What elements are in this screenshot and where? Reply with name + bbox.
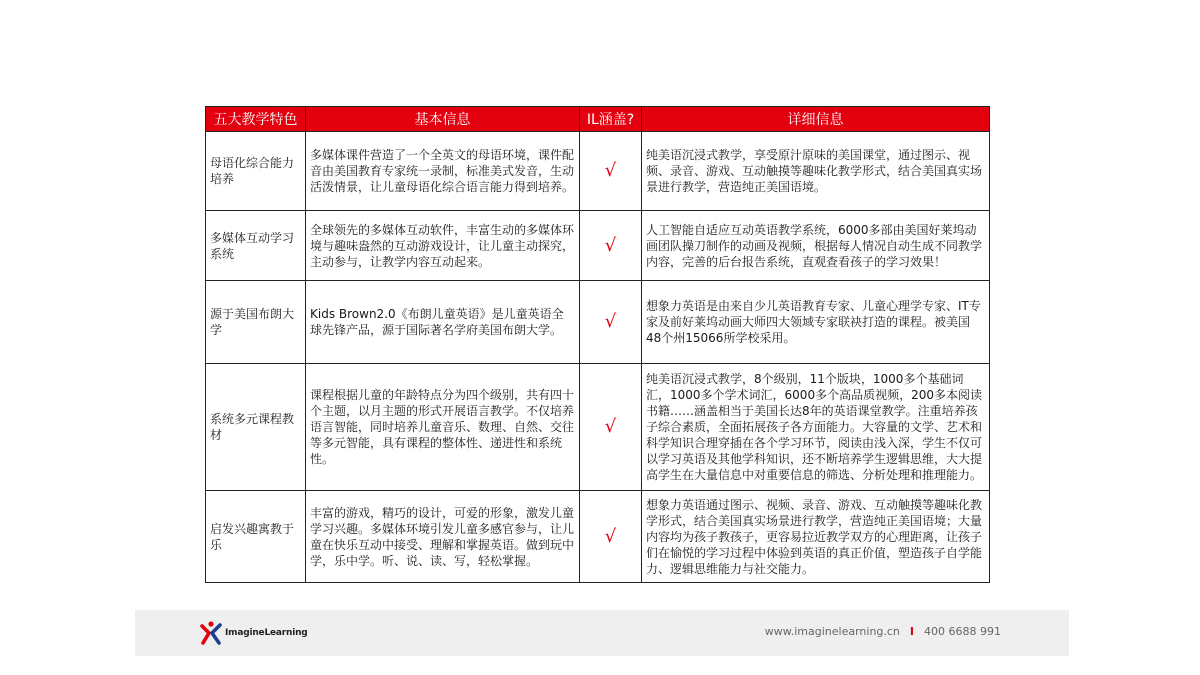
header-detail-info: 详细信息 [642, 107, 990, 132]
feature-table [205, 106, 990, 583]
check-mark: √ [580, 281, 642, 364]
feature-table-container [205, 106, 989, 583]
check-mark: √ [580, 364, 642, 491]
feature-cell: 系统多元课程教材 [206, 364, 306, 491]
separator: I [909, 625, 915, 638]
basic-info-cell: 多媒体课件营造了一个全英文的母语环境，课件配音由美国教育专家统一录制，标准美式发音，生动活泼情景，让儿童母语化综合语言能力得到培养。 [306, 132, 580, 211]
basic-info-cell: 全球领先的多媒体互动软件，丰富生动的多媒体环境与趣味盎然的互动游戏设计，让儿童主动探究，主动参与，让教学内容互动起来。 [306, 211, 580, 281]
footer-bar [135, 610, 1069, 656]
table-row [206, 281, 990, 364]
table-header-row [206, 107, 990, 132]
check-mark: √ [580, 211, 642, 281]
basic-info-cell: 丰富的游戏，精巧的设计，可爱的形象，激发儿童学习兴趣。多媒体环境引发儿童多感官参与，让儿童在快乐互动中接受、理解和掌握英语。做到玩中学，乐中学。听、说、读、写，轻松掌握。 [306, 491, 580, 583]
table-row [206, 211, 990, 281]
feature-cell: 源于美国布朗大学 [206, 281, 306, 364]
feature-cell: 启发兴趣寓教于乐 [206, 491, 306, 583]
check-mark: √ [580, 132, 642, 211]
imagine-learning-logo-icon [199, 620, 223, 646]
header-il-covered: IL涵盖? [580, 107, 642, 132]
phone-number: 400 6688 991 [924, 625, 1001, 638]
brand-logo [199, 620, 308, 646]
table-row [206, 132, 990, 211]
header-feature: 五大教学特色 [206, 107, 306, 132]
website-link[interactable]: www.imaginelearning.cn [764, 625, 900, 638]
detail-info-cell: 纯美语沉浸式教学，8个级别，11个版块，1000多个基础词汇，1000多个学术词汇，6000多个高品质视频，200多本阅读书籍……涵盖相当于美国长达8年的英语课堂教学。注重培养孩子综合素质，全面拓展孩子各方面能力。大容量的文学、艺术和科学知识合理穿插在各个学习环节，阅读由浅入深，学生不仅可以学习英语及其他学科知识，还不断培养学生逻辑思维，大大提高学生在大量信息中对重要信息的筛选、分析处理和推理能力。 [642, 364, 990, 491]
detail-info-cell: 想象力英语通过图示、视频、录音、游戏、互动触摸等趣味化教学形式，结合美国真实场景进行教学，营造纯正美国语境；大量内容均为孩子教孩子，更容易拉近教学双方的心理距离，让孩子们在愉悦的学习过程中体验到英语的真正价值，塑造孩子自学能力、逻辑思维能力与社交能力。 [642, 491, 990, 583]
logo-text: ImagineLearning [225, 628, 308, 638]
basic-info-cell: Kids Brown2.0《布朗儿童英语》是儿童英语全球先锋产品，源于国际著名学府美国布朗大学。 [306, 281, 580, 364]
detail-info-cell: 纯美语沉浸式教学，享受原汁原味的美国课堂，通过图示、视频、录音、游戏、互动触摸等趣味化教学形式，结合美国真实场景进行教学，营造纯正美国语境。 [642, 132, 990, 211]
feature-cell: 母语化综合能力培养 [206, 132, 306, 211]
check-mark: √ [580, 491, 642, 583]
header-basic-info: 基本信息 [306, 107, 580, 132]
table-row [206, 491, 990, 583]
contact-info [765, 625, 1001, 638]
feature-cell: 多媒体互动学习系统 [206, 211, 306, 281]
detail-info-cell: 人工智能自适应互动英语教学系统，6000多部由美国好莱坞动画团队操刀制作的动画及视频，根据每人情况自动生成不同教学内容，完善的后台报告系统，直观查看孩子的学习效果！ [642, 211, 990, 281]
basic-info-cell: 课程根据儿童的年龄特点分为四个级别，共有四十个主题，以月主题的形式开展语言教学。不仅培养语言智能，同时培养儿童音乐、数理、自然、交往等多元智能，具有课程的整体性、递进性和系统性。 [306, 364, 580, 491]
table-row [206, 364, 990, 491]
detail-info-cell: 想象力英语是由来自少儿英语教育专家、儿童心理学专家、IT专家及前好莱坞动画大师四大领域专家联袂打造的课程。被美国48个州15066所学校采用。 [642, 281, 990, 364]
